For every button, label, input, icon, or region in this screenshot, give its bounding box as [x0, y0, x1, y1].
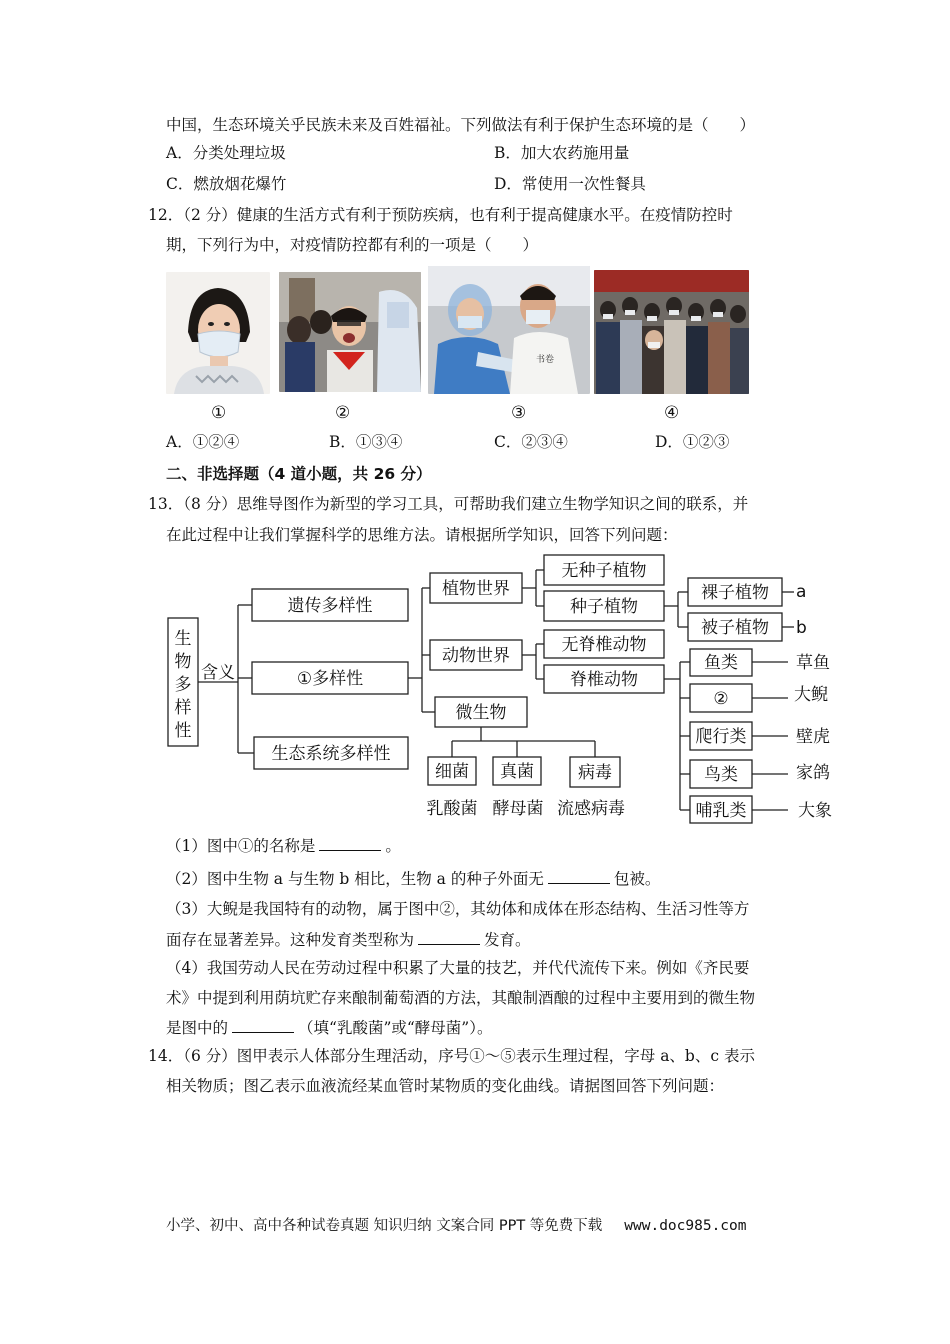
q11-option-a: A．分类处理垃圾 — [166, 144, 286, 162]
q13-sub3-line1: （3）大鲵是我国特有的动物，属于图中②，其幼体和成体在形态结构、生活习性等方 — [166, 900, 750, 918]
photo-caption-3: ③ — [511, 403, 527, 423]
q13-sub3-end: 发育。 — [484, 931, 531, 949]
q11-option-d: D．常使用一次性餐具 — [494, 175, 646, 193]
map-vertebrates: 脊椎动物 — [570, 670, 638, 690]
map-flu-virus: 流感病毒 — [557, 799, 625, 819]
q13-sub4-text: 是图中的 — [166, 1019, 229, 1037]
map-meaning-label: 含义 — [201, 663, 235, 683]
q13-sub4-line2: 术》中提到利用荫坑贮存来酿制葡萄酒的方法，其酿制酒酿的过程中主要用到的微生物 — [166, 989, 756, 1007]
map-grass-carp: 草鱼 — [796, 653, 830, 673]
map-root-char-5: 性 — [174, 721, 192, 741]
map-fish: 鱼类 — [704, 653, 738, 673]
photo-caption-4: ④ — [664, 403, 680, 423]
q13-sub4-line1: （4）我国劳动人民在劳动过程中积累了大量的技艺，并代代流传下来。例如《齐民要 — [166, 959, 750, 977]
q12-stem-line2: 期，下列行为中，对疫情防控都有利的一项是（ ） — [166, 236, 539, 254]
q13-sub4-line3 — [166, 1020, 492, 1037]
photo-masked-woman — [166, 272, 270, 394]
q12-option-c: C．②③④ — [494, 433, 568, 451]
map-microbe: 微生物 — [455, 703, 507, 723]
map-invertebrates: 无脊椎动物 — [561, 635, 647, 655]
map-root-char-2: 物 — [174, 652, 192, 672]
map-label-b: b — [796, 618, 807, 638]
q12-stem-line1: 12．（2 分）健康的生活方式有利于预防疾病，也有利于提高健康水平。在疫情防控时 — [148, 206, 733, 224]
q13-sub2 — [166, 871, 660, 888]
map-mammals: 哺乳类 — [695, 801, 747, 821]
map-gecko: 壁虎 — [796, 727, 830, 747]
map-bacteria: 细菌 — [435, 762, 469, 782]
q13-sub1-blank[interactable] — [319, 838, 381, 851]
map-fungi: 真菌 — [500, 762, 534, 782]
q13-sub2-blank[interactable] — [548, 871, 610, 884]
q13-sub3-line2 — [166, 932, 531, 949]
q13-sub3-blank[interactable] — [418, 932, 480, 945]
map-ecosystem-diversity: 生态系统多样性 — [271, 744, 391, 764]
map-angiosperms: 被子植物 — [701, 618, 769, 638]
q13-stem-line1: 13．（8 分）思维导图作为新型的学习工具，可帮助我们建立生物学知识之间的联系，并 — [148, 495, 749, 513]
q13-sub2-text: （2）图中生物 a 与生物 b 相比，生物 a 的种子外面无 — [166, 870, 544, 888]
photo-vaccination — [428, 266, 590, 394]
section-2-title: 二、非选择题（4 道小题，共 26 分） — [166, 465, 432, 483]
page-footer — [166, 1214, 747, 1235]
map-lactic-bacteria: 乳酸菌 — [426, 799, 478, 819]
map-pigeon: 家鸽 — [796, 763, 830, 783]
q14-stem-line1: 14．（6 分）图甲表示人体部分生理活动，序号①～⑤表示生理过程，字母 a、b、c 表示 — [148, 1047, 755, 1065]
q13-sub1 — [166, 838, 401, 855]
map-species-diversity: ①多样性 — [296, 669, 364, 689]
map-seed-plants: 种子植物 — [570, 597, 638, 617]
map-gymnosperms: 裸子植物 — [701, 583, 769, 603]
map-virus: 病毒 — [578, 763, 612, 783]
photo-crowd-queue — [594, 270, 749, 394]
map-plant-world: 植物世界 — [442, 579, 510, 599]
q13-sub1-text: （1）图中①的名称是 — [166, 837, 316, 855]
map-giant-salamander: 大鲵 — [794, 685, 828, 705]
q14-stem-line2: 相关物质；图乙表示血液流经某血管时某物质的变化曲线。请据图回答下列问题： — [166, 1077, 725, 1095]
photo-caption-2: ② — [335, 403, 351, 423]
q13-stem-line2: 在此过程中让我们掌握科学的思维方法。请根据所学知识，回答下列问题： — [166, 526, 678, 544]
q11-option-c: C．燃放烟花爆竹 — [166, 175, 287, 193]
map-genetic-diversity: 遗传多样性 — [287, 596, 373, 616]
q13-sub4-blank[interactable] — [232, 1020, 294, 1033]
svg-text:书卷: 书卷 — [536, 355, 555, 365]
footer-text: 小学、初中、高中各种试卷真题 知识归纳 文案合同 PPT 等免费下载 — [166, 1218, 603, 1234]
map-birds: 鸟类 — [704, 765, 738, 785]
map-elephant: 大象 — [798, 801, 832, 821]
q13-sub1-end: 。 — [385, 837, 401, 855]
q11-option-b: B．加大农药施用量 — [494, 144, 630, 162]
map-amphibians-blank: ② — [713, 689, 729, 709]
biodiversity-mind-map — [160, 548, 850, 830]
map-seedless-plants: 无种子植物 — [561, 561, 647, 581]
map-root-char-4: 样 — [174, 698, 192, 718]
footer-url[interactable]: www.doc985.com — [624, 1218, 747, 1234]
map-reptiles: 爬行类 — [695, 727, 747, 747]
map-yeast: 酵母菌 — [492, 799, 544, 819]
q13-sub4-end: （填“乳酸菌”或“酵母菌”）。 — [298, 1019, 493, 1037]
map-animal-world: 动物世界 — [442, 646, 510, 666]
map-root-char-3: 多 — [174, 675, 192, 695]
q12-option-a: A．①②④ — [166, 433, 240, 451]
q13-sub2-end: 包被。 — [613, 870, 661, 888]
q12-option-d: D．①②③ — [655, 433, 730, 451]
q11-stem: 中国，生态环境关乎民族未来及百姓福祉。下列做法有利于保护生态环境的是（ ） — [166, 116, 756, 134]
q13-sub3-text: 面存在显著差异。这种发育类型称为 — [166, 931, 415, 949]
photo-students-checkup — [279, 272, 421, 392]
photo-caption-1: ① — [211, 403, 227, 423]
map-label-a: a — [796, 582, 807, 602]
q12-option-b: B．①③④ — [329, 433, 403, 451]
map-root-char-1: 生 — [174, 629, 192, 649]
